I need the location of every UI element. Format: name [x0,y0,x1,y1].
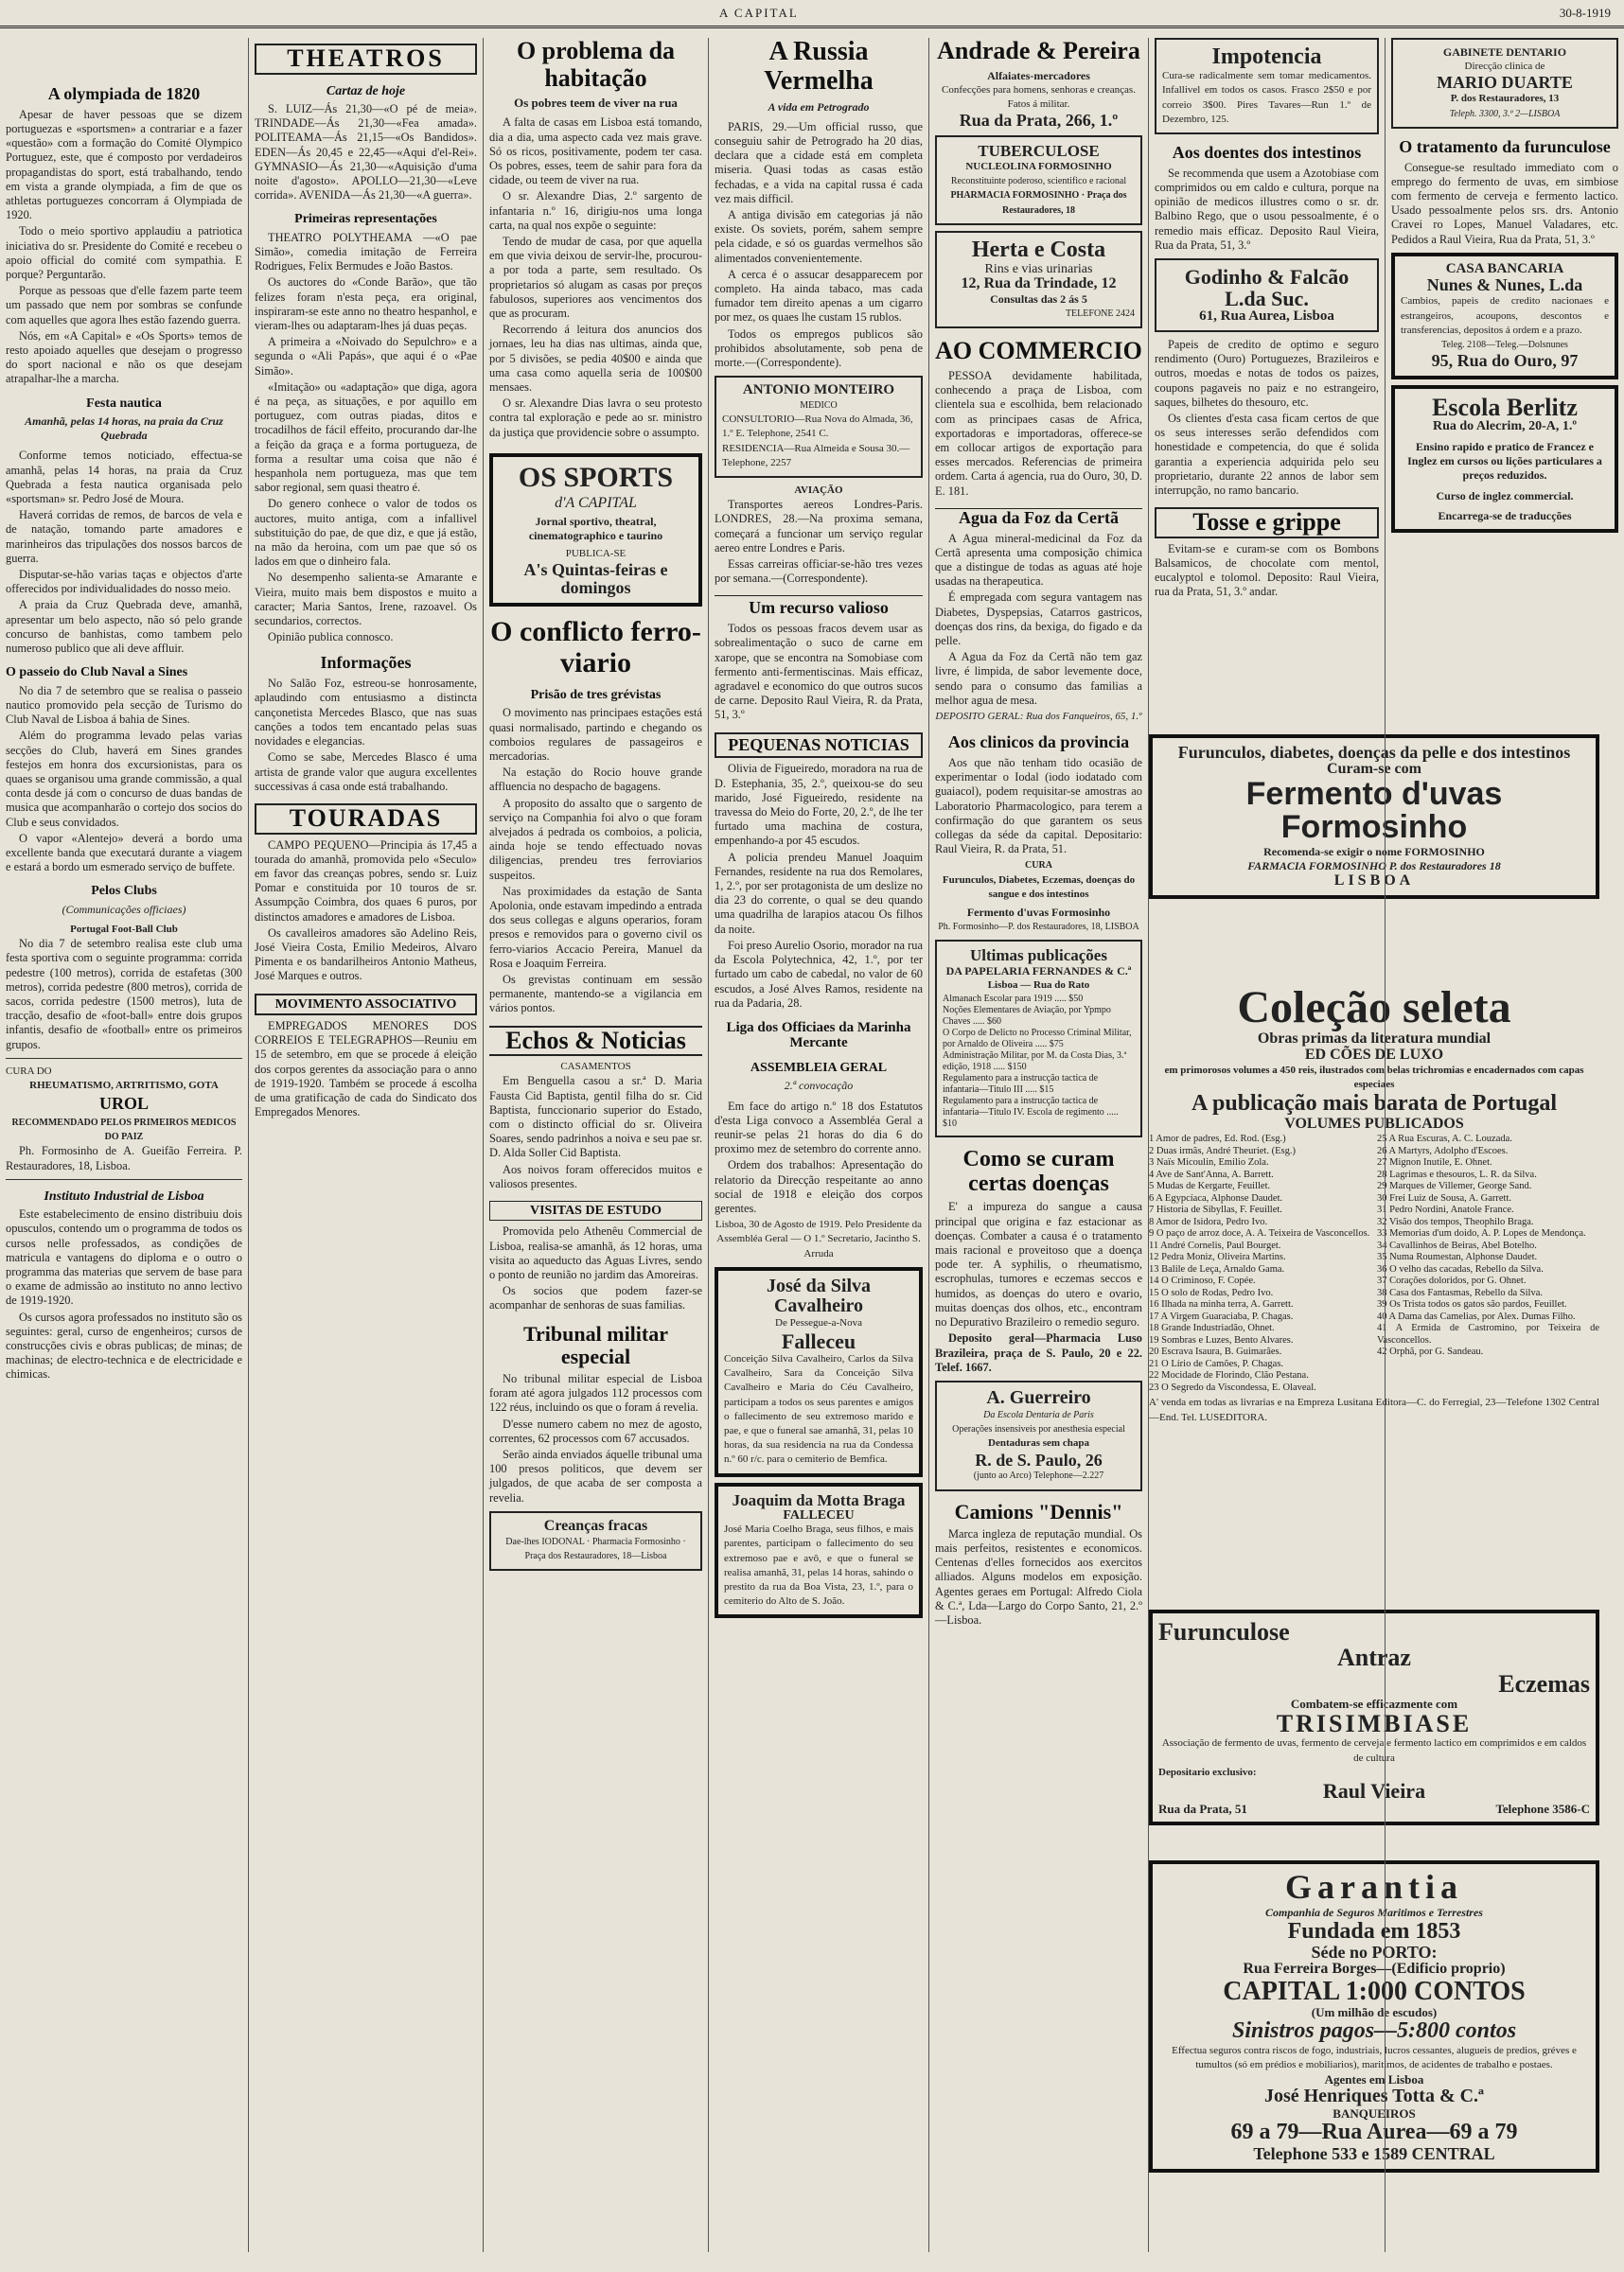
olympiada-paragraph: Todo o meio sportivo applaudiu a patriotica iniciativa do sr. Presidente do Comité e recebeu o apoio official do comité com sympathia. E porque? Perguntarão. [6,224,242,282]
visitas-heading: VISITAS DE ESTUDO [489,1201,702,1221]
colecao-volume-item: 6 A Egypcíaca, Alphonse Daudet. [1149,1192,1283,1204]
antraz-title: Antraz [1337,1644,1411,1672]
godinho-address: 61, Rua Aurea, Lisboa [1199,308,1334,325]
pequenas-paragraph: Olivia de Figueiredo, moradora na rua de D. Estephania, 35, 2.º, queixou-se do seu marido, José Figueiredo, residente na travessa do Meio do Forte, 20, 2.º, de lhe ter furtado uma machina de costura, empenhando-a por 45 escudos. [715,762,923,848]
pequenas-paragraph: Foi preso Aurelio Osorio, morador na rua da Escola Polytechnica, 42, 1.º, por ter furtado um cabo de cabedal, no valor de 60 escudos, a José Alves Ramos, residente na rua da Padaria, 28. [715,938,923,1010]
instituto-heading: Instituto Industrial de Lisboa [44,1189,204,1204]
theatro-paragraph: «Imitação» ou «adaptação» que diga, agora é na peça, as situações, e por aquillo em portuguez, com outras piadas, ditos e trocadilhos de fácil effeito, procurando dar-lhe a feição da graça e a forma portugueza, de forma a resultar uma coisa que não é hespanhola nem portugueza, mas que tem sabor regional, sem quasi theatro é. [255,379,477,495]
colecao-footer: A' venda em todas as livrarias e na Empreza Lusitana Editora—C. do Ferregial, 23—Telefone 1302 Central—End. Tel. LUSEDITORA. [1149,1397,1599,1423]
urol-pharmacy: Ph. Formosinho de A. Gueifão Ferreira. P. Restauradores, 18, Lisboa. [6,1144,242,1172]
conflicto-subheading: Prisão de tres grévistas [530,687,662,702]
colecao-volume-item: 28 Lagrimas e thesouros, L. R. da Silva. [1377,1169,1537,1180]
column-2 [248,38,483,2252]
creancas-title: Creanças fracas [543,1517,648,1534]
bancaria-address: 95, Rua do Ouro, 97 [1431,351,1579,371]
column-7 [1385,38,1624,2252]
camions-heading: Camions "Dennis" [954,1499,1123,1523]
colecao-volume-item: 20 Escrava Isaura, B. Guimarães. [1149,1347,1282,1358]
problema-paragraph: O sr. Alexandre Dias lavra o seu protesto contra tal exploração e pede ao sr. ministro da justiça que providencie sobre o assumpto. [489,396,702,439]
fermento-pharmacy: FARMACIA FORMOSINHO P. dos Restauradores 18 [1247,859,1501,873]
curam-paragraph: E' a impureza do sangue a causa principal que origina e faz estacionar as doenças. Combater a causa é o tratamento mais racional e proveitoso que a doença pode ter. A syphilis, o rheumatismo, escrophulas, tumores e eczemas seccos e humidos, as doenças do utero e ovario, muitas doenças dos olhos, etc., encontram no Depurativo Brazileiro o remedio seguro. [935,1200,1142,1330]
raul-address: Rua da Prata, 51 [1158,1802,1247,1817]
aviacao-heading: AVIAÇÃO [794,484,843,497]
ultimas-item: Almanach Escolar para 1919 ..... $50 [943,993,1084,1004]
assembleia-paragraph: Em face do artigo n.º 18 dos Estatutos d'esta Liga convoco a Assembléa Geral a reunir-se pelas 21 horas do dia 6 do proximo mez de setembro do corrente anno. [715,1099,923,1156]
colecao-volume-item: 23 O Segredo da Viscondessa, E. Olaveal. [1149,1382,1316,1393]
monteiro-sub: MEDICO [800,400,838,411]
furunculose-title: Furunculose [1158,1618,1290,1646]
guerreiro-sub: Da Escola Dentaria de Paris [983,1409,1094,1420]
fermento-big-title: Fermento d'uvas Formosinho [1245,775,1503,846]
ultimas-item: O Corpo de Delicto no Processo Criminal Militar, por Arnaldo de Oliveira ..... $75 [943,1027,1132,1049]
herta-sub: Rins e vias urinarias [984,261,1093,276]
colecao-volume-item: 17 A Virgem Guaraciaba, P. Chagas. [1149,1311,1294,1322]
russia-heading: A Russia Vermelha [764,37,874,96]
problema-paragraph: A falta de casas em Lisboa está tomando, dia a dia, uma aspecto cada vez mais grave. Só os ricos, positivamente, podem ter casa. Os pobres, esses, teem de sahir para fora da cidade, ou teem de viver na rua. [489,115,702,187]
theatros-heading: THEATROS [255,44,477,75]
ultimas-ad [935,940,1142,1136]
colecao-volume-item: 19 Sombras e Luzes, Bento Alvares. [1149,1334,1294,1346]
tratamento-paragraph: Consegue-se resultado immediato com o emprego do fermento de uvas, em simbiose com fermento de cerveja e fermento lactico. Usado pessoalmente pelos srs. drs. Antonio Cravei ro Lopes, Manuel Valadares, etc. Pedidos a Raul Vieira, Rua da Prata, 51, 3.º [1391,160,1618,246]
agua-paragraph: É empregada com segura vantagem nas Diabetes, Dyspepsias, Catarros gastricos, doenças dos rins, da bexiga, do figado e da pelle. [935,590,1142,647]
obituary-silva [715,1267,923,1477]
fermento-title: Fermento d'uvas Formosinho [966,906,1111,920]
clubs-paragraph: No dia 7 de setembro realisa este club uma festa sportiva com o seguinte programma: corrida pedestre (100 metros), corrida de estafetas (300 metros), corrida pedestre (800 metros), corrida de sacos, corrida pedestre (1500 metros), luta de tracção, desafio de «foot-ball» entre dois grupos infantis, desafio de «football» entre os primeiros grupos. [6,937,242,1051]
colecao-volume-item: 16 Ilhada na minha terra, A. Garrett. [1149,1299,1294,1311]
colecao-volume-item: 3 Naïs Micoulin, Emilio Zola. [1149,1157,1269,1169]
visitas-paragraph: Os socios que podem fazer-se acompanhar de senhoras de suas familias. [489,1284,702,1312]
cartaz-paragraph: S. LUIZ—Ás 21,30—«O pé de meia». TRINDADE—Ás 21,30—«Fea amada». POLITEAMA—Ás 21,15—«Os Bandidos». EDEN—Ás 20,45 e 22,45—«Aqui d'el-Rei». GYMNASIO—Ás 21,30—«Aquisição d'uma noite d'agosto». APOLLO—21,30—«Leve corrida». AVENIDA—Ás 21,30—«A guerra». [255,101,477,203]
andrade-address: Rua da Prata, 266, 1.º [959,111,1119,131]
masthead-title: A CAPITAL [719,6,799,20]
russia-paragraph: Todos os empregos publicos são prohibidos absolutamente, sob pena de morte.—(Correspondente). [715,326,923,370]
garantia-milhao: (Um milhão de escudos) [1311,2005,1438,2020]
visitas-paragraph: Promovida pelo Athenêu Commercial de Lisboa, realisa-se amanhã, ás 12 horas, uma visita ao aqueducto das Aguas Livres, sendo o ponto de reunião no jardim das Amoreiras. [489,1224,702,1282]
colecao-volume-item: 27 Mignon Inutile, E. Ohnet. [1377,1157,1492,1169]
godinho-sub: L.da Suc. [1225,287,1309,311]
berlitz-ad [1391,385,1618,533]
raul-name: Raul Vieira [1322,1779,1426,1803]
colecao-volume-item: 29 Marques de Villemer, George Sand. [1377,1181,1532,1192]
curam-heading: Como se curam certas doenças [962,1146,1115,1197]
assembleia-heading: ASSEMBLEIA GERAL [750,1060,888,1075]
colecao-volume-item: 35 Numa Roumestan, Alphonse Daudet. [1377,1252,1538,1263]
curam-deposito: Deposito geral—Pharmacia Luso Brazileira, praça de S. Paulo, 20 e 22. Telef. 1667. [935,1331,1142,1374]
polytheama-paragraph: THEATRO POLYTHEAMA —«O pae Simão», comedia imitação de Ferreira Rodrigues, Felix Bermudes e João Bastos. [255,230,477,273]
russia-paragraph: A antiga divisão em categorias já não existe. Os soviets, porém, sahem sempre pela cidade, e só os guardas vermelhos são alimentados convenientemente. [715,208,923,265]
informacoes-heading: Informações [320,653,412,673]
colecao-edition: ED CÕES DE LUXO [1304,1047,1444,1064]
tuberculose-pharmacy: PHARMACIA FORMOSINHO · Praça dos Restauradores, 18 [950,190,1127,216]
colecao-volume-item: 32 Visão dos tempos, Theophilo Braga. [1377,1216,1534,1227]
os-sports-title: OS SPORTS [518,461,674,493]
aviacao-paragraph: Transportes aereos Londres-Paris. LONDRES, 28.—Na proxima semana, começará a funcionar um serviço regular aereo entre Londres e Paris. [715,498,923,555]
colecao-volume-item: 22 Mocidade de Florindo, Clão Pestana. [1149,1370,1309,1382]
creancas-text: Dae-lhes IODONAL · Pharmacia Formosinho · Praça dos Restauradores, 18—Lisboa [505,1536,686,1561]
festa-paragraph: A praia da Cruz Quebrada deve, amanhã, apresentar um belo aspecto, não só pelo grande concurso de banhistas, como tambem pelo numeroso publico que ali deve affluir. [6,598,242,656]
herta-hours: Consultas das 2 ás 5 [990,291,1087,306]
ultimas-item: Regulamento para a instrucção tactica de infantaria—Titulo IV. Escola de regimento ..... $10 [943,1095,1119,1129]
garantia-text: Effectua seguros contra riscos de fogo, industriais, lucros cessantes, alugueis de predios, gréves e tumultos (só em prédios e mobiliarios), maritimos, de acidentes de trabalho e postaes. [1172,2044,1577,2070]
godinho-ad [1155,258,1379,332]
assembleia-paragraph: Ordem dos trabalhos: Apresentação do relatorio da Direcção respeitante ao anno social de 1918 e eleição dos corpos gerentes. [715,1158,923,1215]
agua-paragraph: A Agua mineral-medicinal da Foz da Certã apresenta uma composição chimica que a distingue de todas as aguas até hoje usadas na therapeutica. [935,531,1142,589]
monteiro-title: ANTONIO MONTEIRO [742,382,895,398]
pequenas-heading: PEQUENAS NOTICIAS [715,732,923,759]
obituary-braga [715,1483,923,1619]
garantia-capital: CAPITAL 1:000 CONTOS [1223,1976,1526,2006]
problema-paragraph: Recorrendo á leitura dos anuncios dos jornaes, leu ha dias nas ultimas, ainda que, por 5 divisões, se pedia 40$00 e ainda que uma casa como aquella seria de 100$00 mensaes. [489,323,702,395]
berlitz-text: Ensino rapido e pratico de Francez e Inglez em cursos ou lições particulares a preços reduzidos. [1407,440,1602,483]
silva-origin: De Pessegue-a-Nova [775,1316,862,1329]
masthead [0,0,1624,28]
colecao-list-left [1149,1134,1371,1394]
tuberculose-ad [935,135,1142,225]
gabinete-title: GABINETE DENTARIO [1442,45,1567,59]
herta-address: 12, Rua da Trindade, 12 [961,275,1117,292]
colecao-volume-item: 14 O Criminoso, F. Copée. [1149,1276,1256,1287]
bancaria-tel: Teleg. 2108—Teleg.—Dolsnunes [1441,339,1568,350]
furunculos-sub: Curam-se com [1327,760,1421,777]
ultimas-item: Administração Militar, por M. da Costa Dias, 3.ª edição, 1918 ..... $150 [943,1049,1127,1072]
gabinete-tel: Teleph. 3300, 3.º 2—LISBOA [1449,108,1561,119]
theatro-paragraph: A primeira a «Noivado do Sepulchro» e a segunda o «Ali Papás», que aqui é o «Pae Simão». [255,335,477,378]
colecao-title: Coleção seleta [1237,982,1511,1032]
olympiada-paragraph: Nós, em «A Capital» e «Os Sports» temos de resto apoiado aquelles que desejam o progresso do sport nacional e não os que desejam atrapalhar-lhe a marcha. [6,328,242,386]
garantia-sub: Companhia de Seguros Maritimos e Terrestres [1265,1905,1483,1919]
informacoes-paragraph: No Salão Foz, estreou-se honrosamente, aplaudindo com entusiasmo a distincta cançonetista Mercedes Blasco, que nas suas canções a todos tem encantado pelas suas novidades e elegancias. [255,677,477,749]
garantia-agentes: Agentes em Lisboa [1324,2072,1424,2087]
colecao-volume-item: 36 O velho das cacadas, Rebello da Silva. [1377,1263,1544,1275]
passeio-heading: O passeio do Club Naval a Sines [6,665,188,680]
tratamento-heading: O tratamento da furunculose [1399,136,1611,156]
tosse-paragraph: Evitam-se e curam-se com os Bombons Balsamicos, de chocolate com mentol, eucalyptol e tolomol. Deposito: Raul Vieira, rua da Prata, 51, 3.º andar. [1155,541,1379,599]
colecao-volume-item: 12 Pedra Moniz, Oliveira Martins. [1149,1252,1286,1263]
os-sports-days: A's Quintas-feiras e domingos [523,560,668,598]
problema-paragraph: Tendo de mudar de casa, por que aquella em que vivia deixou de servir-lhe, procurou-a por toda a parte, sem resultado. Os proprietarios só alugam as casas por preços fabulosos, superiores aos vencimentos dos que as procuram. [489,235,702,321]
eczemas-title: Eczemas [1498,1669,1590,1698]
godinho-paragraph: Papeis de credito de optimo e seguro rendimento (Ouro) Portuguezes, Brazileiros e outros, moedas e notas de todos os paizes, coupons pagaveis no paiz e no estrangeiro, saques, bilhetes do thesouro, etc. [1155,337,1379,409]
bancaria-text: Cambios, papeis de credito nacionaes e estrangeiros, acoupons, descontos e transferencias, depositos á ordem e a prazo. [1401,295,1609,336]
liga-heading: Liga dos Officiaes da Marinha Mercante [726,1019,911,1051]
conflicto-paragraph: A proposito do assalto que o sargento de serviço na Companhia foi alvo o que foram alvejados á pedrada os comboios, a policia, ainda hoje se tendo effectuado novas diligencias, prendeu tres ferroviarios suspeitos. [489,796,702,882]
olympiada-heading: A olympiada de 1820 [47,84,201,103]
assembleia-subheading: 2.ª convocação [784,1079,854,1093]
theatro-paragraph: No desempenho salienta-se Amarante e Vieira, muito mais bem dispostos e muito a caracter; Maria Santos, Irene, razoavel. Os secundarios, correctos. [255,571,477,628]
colecao-volume-item: 5 Mudas de Kergarte, Feuillet. [1149,1181,1271,1192]
colecao-volume-item: 4 Ave de Sant'Anna, A. Barrett. [1149,1169,1274,1180]
colecao-volume-item: 18 Grande Industriadão, Ohnet. [1149,1323,1275,1334]
colecao-volume-item: 9 O paço de arroz doce, A. A. Teixeira de Vasconcellos. [1149,1228,1370,1240]
braga-name: Joaquim da Motta Braga [732,1490,906,1509]
primeiras-heading: Primeiras representações [294,212,437,227]
commercio-heading: AO COMMERCIO [935,337,1142,365]
godinho-paragraph: Os clientes d'esta casa ficam certos de que os seus interesses serão defendidos com honestidade e competencia, do que é solida garantia a experiencia adquirida pelo seu proprietario, durante 22 annos de labor sem interrupção, no ramo bancario. [1155,411,1379,497]
ultimas-title: Ultimas publicações [970,946,1107,965]
colecao-volume-item: 31 Pedro Nordini, Anatole France. [1377,1205,1514,1216]
problema-subheading: Os pobres teem de viver na rua [514,96,678,111]
berlitz-traducoes: Encarrega-se de traducções [1438,508,1572,522]
movimento-paragraph: EMPREGADOS MENORES DOS CORREIOS E TELEGRAPHOS—Reuniu em 15 de setembro, em que se procede á eleição dos corpos gerentes da associação para o anno de 1919-1920. Também se procede á escolha de uma gratificação de cada do Sindicato dos Empregados Menores. [255,1018,477,1119]
tuberculose-text: Reconstituinte poderoso, scientifico e racional [950,176,1127,187]
ultimas-sub: DA PAPELARIA FERNANDES & C.ª [945,964,1132,978]
passeio-paragraph: Além do programma levado pelas varias secções do Club, haverá em Sines grandes festejos em honra dos excursionistas, para os quaes se organisou uma grande commissão, a qual conta desde já com o concurso de duas bandas de musica que acompanharão o cortejo dos socios do Club e seus convidados. [6,729,242,829]
colecao-volume-item: 11 André Cornelis, Paul Bourget. [1149,1240,1281,1251]
fermento-text: Ph. Formosinho—P. dos Restauradores, 18, LISBOA [938,922,1139,933]
guerreiro-text: Operações insensiveis por anesthesia especial [952,1424,1125,1435]
andrade-sub: Alfaiates-mercadores [987,68,1090,82]
colecao-volume-item: 33 Memorias d'um doido, A. P. Lopes de Mendonça. [1377,1228,1586,1240]
silva-name: José da Silva Cavalheiro [766,1275,872,1316]
garantia-sinistros: Sinistros pagos—5:800 contos [1231,2018,1517,2044]
conflicto-paragraph: Os grevistas continuam em sessão permanente, mantendo-se a vigilancia em vários pontos. [489,973,702,1015]
urol-heading: UROL [98,1094,149,1114]
column-1 [0,38,248,2252]
herta-ad [935,231,1142,329]
recurso-heading: Um recurso valioso [715,595,923,618]
guerreiro-title: A. Guerreiro [986,1386,1091,1408]
herta-tel: TELEFONE 2424 [1065,308,1135,320]
colecao-volume-item: 13 Balile de Leça, Arnaldo Gama. [1149,1263,1285,1275]
theatro-paragraph: Opinião publica connosco. [268,630,394,644]
urol-sub: RECOMMENDADO PELOS PRIMEIROS MEDICOS DO PAIZ [11,1117,237,1143]
gabinete-address: P. dos Restauradores, 13 [1450,93,1560,105]
conflicto-paragraph: O movimento nas principaes estações está quasi normalisado, partindo e chegando os comboios regulares de passageiros e mercadorias. [489,706,702,763]
olympiada-paragraph: Apesar de haver pessoas que se dizem portuguezas e «sportsmen» a contrariar e a fazer «questão» com a formação do Comité Olympico Portuguez, este, que é composto por verdadeiros propagandistas do sport, está trabalhando, tendo em vista a grande olympiada, a fim de que os athletas portuguezes concorram á Olympiada de 1920. [6,107,242,222]
colecao-volumes: VOLUMES PUBLICADOS [1284,1115,1464,1132]
colecao-volume-item: 25 A Rua Escuras, A. C. Louzada. [1377,1134,1512,1145]
casamentos-heading: CASAMENTOS [560,1061,631,1073]
colecao-volume-item: 15 O solo de Rodas, Pedro Ivo. [1149,1287,1274,1298]
os-sports-sub: d'A CAPITAL [555,495,637,512]
colecao-publication: A publicação mais barata de Portugal [1191,1091,1557,1117]
guerreiro-address: R. de S. Paulo, 26 [975,1450,1103,1470]
touradas-paragraph: CAMPO PEQUENO—Principia ás 17,45 a tourada do amanhã, promovida pelo «Seculo» em favor das creanças pobres, sendo sr. Luiz Pomar e constituida por 10 touros de sr. Assumpção Coimbra, dos quaes 6 puros, por distinctos amadores e amadores de Lisboa. [255,837,477,924]
os-sports-ad [489,453,702,607]
tribunal-paragraph: Serão ainda enviados áquelle tribunal uma 100 presos politicos, que devem ser julgados, de que acaba de ser composta a revelia. [489,1448,702,1505]
silva-falleceu: Falleceu [781,1329,856,1353]
intestinos-heading: Aos doentes dos intestinos [1172,143,1362,162]
andrade-heading: Andrade & Pereira [937,37,1140,64]
colecao-volume-item: 8 Amor de Isidora, Pedro Ivo. [1149,1216,1268,1227]
cura-label: CURA [1025,860,1052,872]
pequenas-paragraph: A policia prendeu Manuel Joaquim Fernandes, residente na rua dos Remolares, 1, 2.º, por ser protagonista de um deslize no dia 23 do corrente, o qual se deu quando uma quadrilha de larapios atacou Os filhos da noite. [715,850,923,936]
braga-falleceu: FALLECEU [783,1507,855,1523]
agua-paragraph: A Agua da Foz da Certã não tem gaz livre, é limpida, de sabor levemente doce, sendo para o consumo das familias a melhor agua de mesa. [935,650,1142,707]
garantia-address: 69 a 79—Rua Aurea—69 a 79 [1230,2120,1518,2145]
furunculos-title: Furunculos, diabetes, doenças da pelle e dos intestinos [1177,743,1571,762]
colecao-volume-item: 2 Duas irmãs, André Theuriet. (Esg.) [1149,1145,1296,1156]
clinicos-heading: Aos clinicos da provincia [947,732,1130,752]
festa-subheading: Amanhã, pelas 14 horas, na praia da Cruz Quebrada [25,414,223,443]
agua-deposito: DEPOSITO GERAL: Rua dos Fanqueiros, 65, 1.º [935,711,1142,722]
colecao-volume-item: 21 O Lírio de Camões, P. Chagas. [1149,1358,1284,1369]
festa-paragraph: Disputar-se-hão varias taças e objectos d'arte offerecidos por individualidades do nosso meio. [6,568,242,596]
garantia-rua: Rua Ferreira Borges—(Edificio proprio) [1243,1961,1506,1978]
creancas-ad [489,1511,702,1571]
gabinete-name: MARIO DUARTE [1437,73,1573,93]
garantia-tel: Telephone 533 e 1589 CENTRAL [1253,2143,1495,2163]
colecao-volume-item: 40 A Dama das Camelias, por Alex. Dumas Filho. [1377,1311,1576,1322]
berlitz-title: Escola Berlitz [1432,394,1578,422]
commercio-paragraph: PESSOA devidamente habilitada, conhecendo a praça de Lisboa, com clientela sua e escolhida, bem relacionado com as principaes casas de Africa, exportadoras e importadoras, offerece-se em collocar artigos de exportação para esses mercados. Referencias de primeira ordem. Carta á agencia, rua do Ouro, 30, D. E. 181. [935,368,1142,498]
intestinos-paragraph: Se recommenda que usem a Azotobiase com comprimidos ou em caldo e cultura, porque na opinião de medicos illustres como o sr. dr. Balbino Rego, que o usou pessoalmente, é o remedio mais efficaz. Deposito Raul Vieira, Rua da Prata, 51, 3.º [1155,166,1379,252]
guerreiro-ad [935,1381,1142,1491]
monteiro-ad [715,376,923,478]
clinicos-paragraph: Aos que não tenham tido ocasião de experimentar o Iodal (iodo iodatado com guaiacol), podem requisitar-se amostras ao Laboratorio Pharmacologico, para terem a confirmação do que garantem os seus collegas da séde da capital. Depositario: Raul Vieira, R. da Prata, 51. [935,756,1142,856]
cura-text: RHEUMATISMO, ARTRITISMO, GOTA [29,1079,219,1091]
russia-paragraph: A cerca é o assucar desapparecem por completo. Ha ainda tabaco, mas cada fumador tem direito apenas a um cigarro por mez, os quaes lhe custam 15 rublos. [715,267,923,325]
touradas-heading: TOURADAS [255,803,477,835]
divider [6,1058,242,1059]
clubs-name: Portugal Foot-Ball Club [70,923,178,935]
russia-subheading: A vida em Petrogrado [768,99,870,114]
assembleia-signature: Lisboa, 30 de Agosto de 1919. Pelo Presidente da Assembléa Geral — O 1.º Secretario, Jacintho S. Arruda [715,1219,923,1259]
bancaria-title: CASA BANCARIA [1445,260,1564,276]
conflicto-heading: O conflicto ferro-viario [490,615,701,678]
colecao-volume-item: 38 Casa dos Fantasmas, Rebello da Silva. [1377,1287,1543,1298]
tuberculose-title: TUBERCULOSE [978,142,1100,161]
column-3 [483,38,708,2252]
guerreiro-dentaduras: Dentaduras sem chapa [988,1437,1089,1450]
festa-heading: Festa nautica [86,396,162,411]
echos-heading: Echos & Noticias [489,1026,702,1057]
trisimbiase-text: Associação de fermento de uvas, fermento de cerveja e fermento lactico em comprimidos e em caldos de cultura [1161,1737,1587,1764]
raul-tel: Telephone 3586-C [1495,1802,1590,1817]
instituto-paragraph: Os cursos agora professados no instituto são os seguintes: geral, curso de engenheiros; cursos de construcções civis e obras publicas; de minas; de machinas; de electro-technica e de electricidade e chimicas. [6,1310,242,1382]
aviacao-paragraph: Essas carreiras officiar-se-hão tres vezes por semana.—(Correspondente). [715,557,923,586]
colecao-volume-item: 7 Historia de Sibyllas, F. Feuillet. [1149,1205,1282,1216]
trisimbiase-depositario: Depositario exclusivo: [1158,1766,1257,1778]
garantia-fundada: Fundada em 1853 [1287,1919,1461,1944]
silva-text: Conceição Silva Cavalheiro, Carlos da Silva Cavalheiro, Sara da Conceição Silva Cavalheiro e Maria do Céu Cavalheiro, participam a todos os seus parentes e amigos o fallecimento de seu extremoso marido e pae, e que o funeral sae amanhã, 31, pelas 10 horas, da sua residencia na rua da Condessa n.º 60 r/c. para o cemiterio de Bemfica. [724,1353,913,1466]
colecao-volume-item: 41 A Ermida de Castromino, por Teixeira de Vasconcellos. [1377,1323,1599,1346]
ultimas-item: Noções Elementares de Aviação, por Ypmpo Chaves ..... $60 [943,1004,1111,1027]
godinho-title: Godinho & Falcão [1184,265,1350,290]
theatro-paragraph: Os auctores do «Conde Barão», que tão felizes foram n'esta peça, era original, inspiraram-se este anno no theatro hespanhol, e vieram-lhes ou adaptaram-lhes já duas peças. [255,275,477,333]
tosse-heading: Tosse e grippe [1155,507,1379,538]
russia-paragraph: PARIS, 29.—Um official russo, que conseguiu sahir de Petrogrado ha 20 dias, declara que a cidade está em completa miseria. Quasi todas as casas estão fechadas, e a vida na capital russa é cada vez mais difficil. [715,119,923,205]
divider [6,1179,242,1180]
gabinete-sub: Direcção clinica de [1464,61,1545,73]
casamentos-paragraph: Em Benguella casou a sr.ª D. Maria Fausta Cid Baptista, gentil filha do sr. Cid Baptista, funccionario superior do Estado, com o distincto official do sr. Oliveira Soares, sendo padrinhos a noiva e seu pae sr. D. Alda Soller Cid Baptista. [489,1074,702,1160]
ultimas-item: Regulamento para a instrucção tactica de infantaria—Titulo III ..... $15 [943,1072,1099,1095]
colecao-volume-item: 39 Os Trista todos os gatos são pardos, Feuillet. [1377,1299,1567,1311]
problema-paragraph: O sr. Alexandre Dias, 2.º sargento de infantaria n.º 16, dirigiu-nos uma longa carta, na qual nos expõe o seguinte: [489,189,702,232]
agua-heading: Agua da Foz da Certã [935,508,1142,528]
problema-heading: O problema da habitação [516,37,676,92]
colecao-volume-item: 37 Corações doloridos, por G. Ohnet. [1377,1276,1527,1287]
ultimas-list [943,994,1135,1130]
tribunal-paragraph: No tribunal militar especial de Lisboa foram até agora julgados 112 processos com 122 réus, incluindo os que o foram á revelia. [489,1372,702,1415]
andrade-text: Confecções para homens, senhoras e creanças. Fatos á militar. [942,83,1136,110]
colecao-volume-item: 30 Frei Luiz de Sousa, A. Garrett. [1377,1192,1512,1204]
theatro-paragraph: Do genero conhece o valor de todos os auctores, muito antiga, com a infallivel substituição do pae, de que diz, e que já estão, na mão da heroina, com um pae que só os lados em que o dinheiro fala. [255,497,477,569]
conflicto-paragraph: Na estação do Rocio houve grande affluencia no despacho de bagagens. [489,766,702,794]
monteiro-residencia: RESIDENCIA—Rua Almeida e Sousa 30.—Telephone, 2257 [722,442,910,468]
colecao-volume-item: 34 Cavallinhos de Beiras, Abel Botelho. [1377,1240,1537,1251]
colecao-volume-item: 42 Orphã, por G. Sandeau. [1377,1347,1484,1358]
trisimbiase-name: TRISIMBIASE [1276,1710,1473,1738]
clubs-heading: Pelos Clubs [91,884,157,899]
masthead-date: 30-8-1919 [1559,6,1611,20]
clubs-subheading: (Communicações officiaes) [62,902,186,916]
bancaria-name: Nunes & Nunes, L.da [1426,275,1583,295]
passeio-paragraph: O vapor «Alentejo» deverá a bordo uma excellente banda que executará durante a viagem e estará a bordo um esmerado serviço de buffete. [6,831,242,874]
bancaria-ad [1391,253,1618,379]
fermento-city: LISBOA [1333,872,1415,889]
impotencia-ad [1155,38,1379,134]
tuberculose-sub: NUCLEOLINA FORMOSINHO [965,160,1112,172]
cura-text: Furunculos, Diabetes, Eczemas, doenças do sangue e dos intestinos [942,873,1136,900]
movimento-heading: MOVIMENTO ASSOCIATIVO [255,994,477,1015]
touradas-paragraph: Os cavalleiros amadores são Adelino Reis, José Vieira Costa, Emilio Medeiros, Alvaro Pimenta e os bandarilheiros Antonio Matheus, José Marques e outros. [255,925,477,983]
monteiro-consultorio: CONSULTORIO—Rua Nova do Almada, 36, 1.º E. Telephone, 2541 C. [722,414,913,440]
garantia-banqueiros: BANQUEIROS [1333,2106,1416,2122]
impotencia-text: Cura-se radicalmente sem tomar medicamentos. Infallivel em todos os casos. Frasco 2$50 e por correio 3$00. Pires Tavares—Run 1.º de Dezembro, 125. [1162,70,1371,125]
festa-paragraph: Conforme temos noticiado, effectua-se amanhã, pelas 14 horas, na praia da Cruz Quebrada a festa nautica organisada pelo «sportsman» sr. Pedro José de Moura. [6,449,242,506]
column-5 [928,38,1148,2252]
passeio-paragraph: No dia 7 de setembro que se realisa o passeio nautico promovido pela secção de Turismo do Club Naval de Lisboa á bahia de Sines. [6,683,242,727]
braga-text: José Maria Coelho Braga, seus filhos, e mais parentes, participam o fallecimento do seu extremoso pae e avô, e que o funeral se realisa amanhã, 31, pelas 14 horas, sahindo o prestito da rua da Boa Vista, 23, 1.º, para o cemiterio do Alto de S. João. [724,1523,913,1608]
gabinete-ad [1391,38,1618,129]
os-sports-desc: Jornal sportivo, theatral, cinematographico e taurino [528,514,663,542]
tribunal-heading: Tribunal militar especial [523,1321,668,1368]
berlitz-inglez: Curso de inglez commercial. [1436,488,1574,502]
fermento-recommend: Recomenda-se exigir o nome FORMOSINHO [1263,845,1485,859]
festa-paragraph: Haverá corridas de remos, de barcos de vela e de natação, tomando parte amadores e marinheiros das tripulações dos nossos barcos de guerra. [6,508,242,565]
colecao-volume-item: 1 Amor de padres, Ed. Rod. (Esg.) [1149,1134,1286,1145]
informacoes-paragraph: Como se sabe, Mercedes Blasco é uma artista de grande valor que augura excellentes successivas á casa onde está trabalhando. [255,750,477,793]
herta-title: Herta e Costa [971,237,1106,262]
olympiada-paragraph: Porque as pessoas que d'elle fazem parte teem um passado que nem por sombras se confunde com aquelles que agora lhes estão fazendo guerra. [6,284,242,326]
impotencia-title: Impotencia [1211,44,1322,69]
garantia-sede: Séde no PORTO: [1311,1943,1438,1963]
colecao-sub: Obras primas da literatura mundial [1257,1030,1492,1048]
tribunal-paragraph: D'esse numero cabem no mez de agosto, correntes, 62 processos com 67 accusados. [489,1417,702,1445]
berlitz-address: Rua do Alecrim, 20-A, 1.º [1433,419,1577,434]
cartaz-heading: Cartaz de hoje [326,83,406,98]
garantia-totta: José Henriques Totta & C.ª [1263,2086,1485,2107]
camions-paragraph: Marca ingleza de reputação mundial. Os mais perfeitos, resistentes e economicos. Centenas d'elles fornecidos aos exercitos alliados. Alguns modelos em exposição. Agentes geraes em Portugal: Alfredo Ciola & C.ª, Lda—Largo do Corpo Santo, 21, 2.º—Lisboa. [935,1526,1142,1628]
instituto-paragraph: Este estabelecimento de ensino distribuiu dois opusculos, contendo um o programma de todos os cursos nelle professados, as condições de matricula e vantagens do diploma e o outro o programma das materias que servem de base para o exame de admissão ao instituto no anno lectivo de 1919-1920. [6,1207,242,1308]
ultimas-address: Lisboa — Rua do Rato [987,979,1090,992]
colecao-volume-item: 26 A Martyrs, Adolpho d'Escoes. [1377,1145,1509,1156]
guerreiro-tel: (junto ao Arco) Telephone—2.227 [973,1471,1104,1482]
casamentos-paragraph: Aos noivos foram offerecidos muitos e valiosos presentes. [489,1162,702,1190]
os-sports-pub: PUBLICA-SE [565,547,627,559]
cura-label: CURA DO [6,1065,52,1077]
trisimbiase-pre: Combatem-se efficazmente com [1290,1696,1458,1711]
column-4 [708,38,928,2252]
garantia-title: Garantia [1285,1868,1463,1906]
conflicto-paragraph: Nas proximidades da estação de Santa Apolonia, onde estavam impedindo a entrada dos seus collegas e alguns operarios, foram presos e removidos para o governo civil os ferro-viarios Accacio Pereira, Manuel da Rosa e Joaquim Ferreira. [489,884,702,970]
recurso-paragraph: Todos os pessoas fracos devem usar as sobrealimentação o suco de carne em xarope, que se encontra na Somobiase com fermento anti-fermentiscinas. Mais efficaz, agradavel e economico do que outros sucos de carne. Deposito Raul Vieira, R. da Prata, 51, 3.º [715,622,923,722]
colecao-desc: em primorosos volumes a 450 reis, ilustrados com belas trichromias e encadernados com capas especiaes [1164,1064,1584,1091]
